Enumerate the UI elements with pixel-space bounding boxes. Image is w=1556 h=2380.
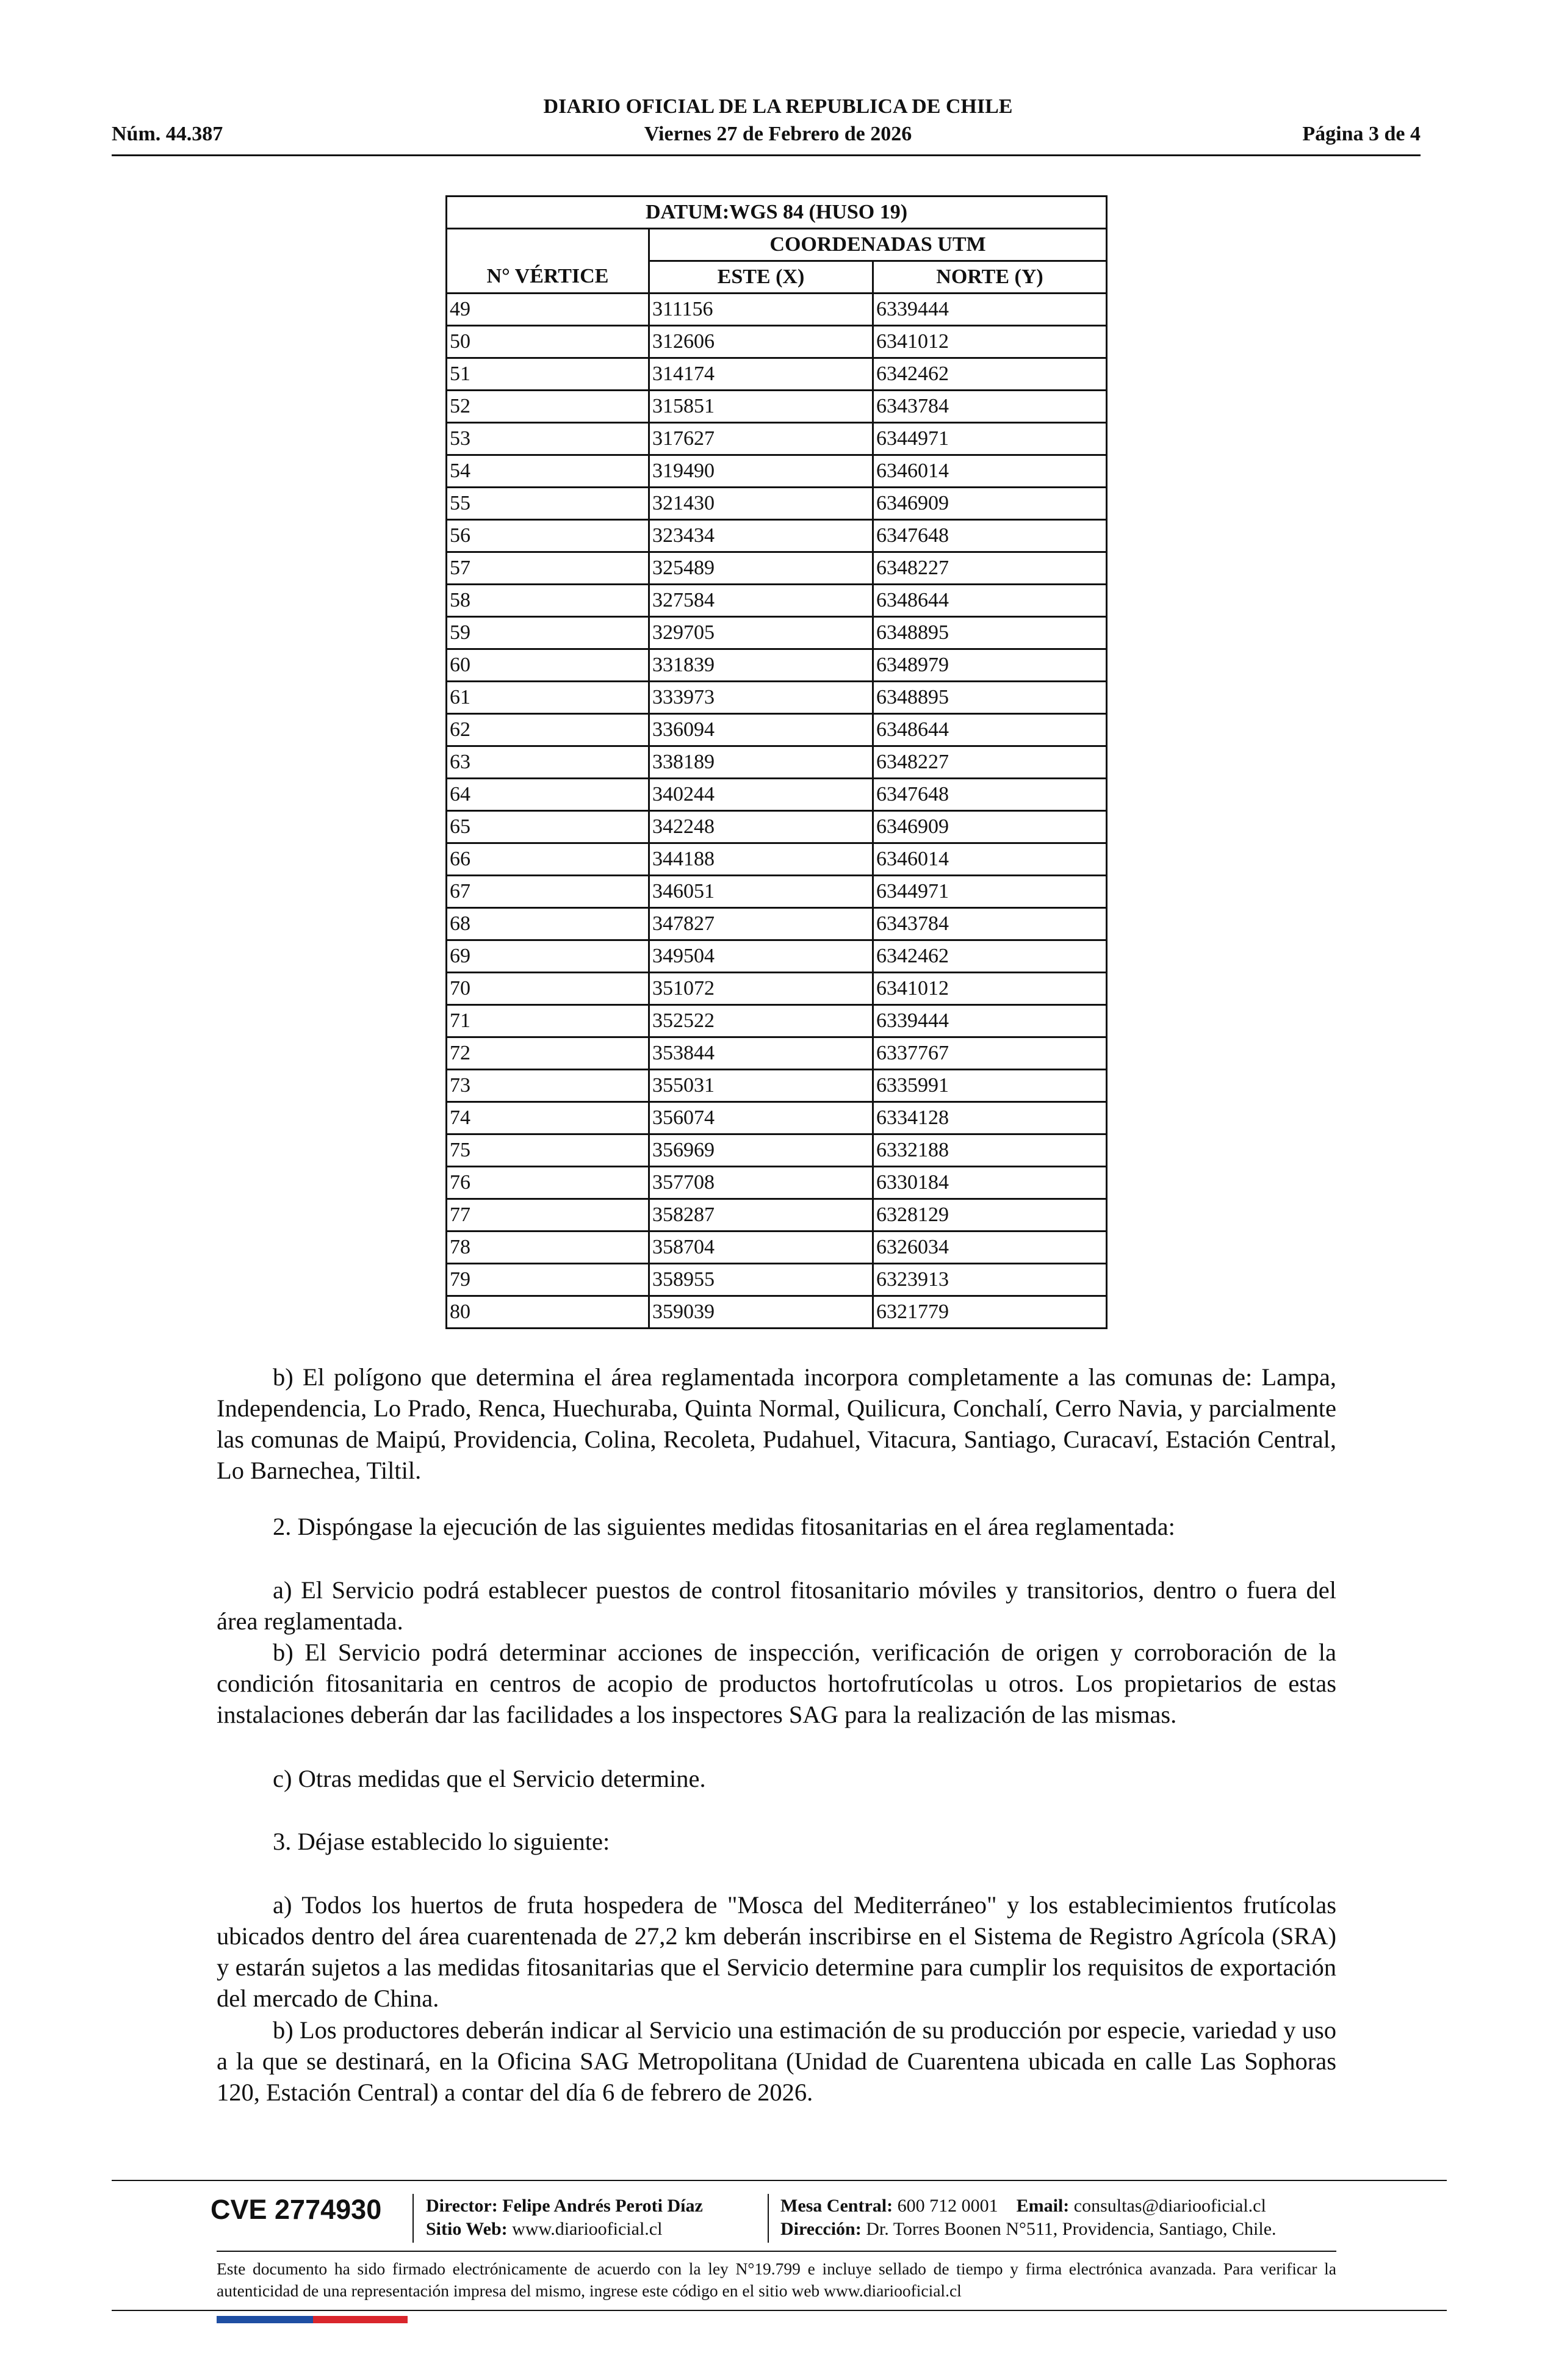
east-cell: 317627: [649, 423, 873, 455]
director-label: Director:: [426, 2196, 498, 2216]
east-cell: 347827: [649, 908, 873, 940]
vertex-cell: 67: [447, 876, 649, 908]
table-row: [447, 779, 1107, 811]
table-row: [447, 1037, 1107, 1070]
north-cell: 6330184: [873, 1167, 1107, 1199]
paragraph-3a: a) Todos los huertos de fruta hospedera de "Mosca del Mediterráneo" y los establecimientos frutícolas ubicados dentro del área cuarentenada de 27,2 km deberán inscribirse en el Sistema de Registro Agrícola (SRA) y estarán sujetos a las medidas fitosanitarias que el Servicio determine para cumplir los requisitos de exportación del mercado de China.: [217, 1891, 1336, 2012]
north-cell: 6326034: [873, 1231, 1107, 1264]
paragraph-2b: b) El Servicio podrá determinar acciones de inspección, verificación de origen y corroboración de la condición fitosanitaria en centros de acopio de productos hortofrutícolas u otros. Los propietarios de estas instalaciones deberán dar las facilidades a los inspectores SAG para la realización de las mismas.: [217, 1639, 1336, 1728]
east-cell: 319490: [649, 455, 873, 488]
north-cell: 6348979: [873, 649, 1107, 682]
vertex-cell: 52: [447, 391, 649, 423]
footer-separator: [412, 2194, 414, 2243]
vertex-cell: 69: [447, 940, 649, 973]
table-row: [447, 908, 1107, 940]
address-value: Dr. Torres Boonen N°511, Providencia, Santiago, Chile.: [866, 2219, 1277, 2239]
table-row: [447, 326, 1107, 358]
paragraph-3-heading: 3. Déjase establecido lo siguiente:: [273, 1828, 610, 1855]
table-body: [447, 294, 1107, 1329]
east-cell: 358955: [649, 1264, 873, 1296]
north-cell: 6348644: [873, 585, 1107, 617]
east-cell: 336094: [649, 714, 873, 746]
table-empty-cell: [447, 229, 649, 261]
table-row: [447, 682, 1107, 714]
footer-separator: [768, 2194, 769, 2243]
mesa-label: Mesa Central:: [780, 2196, 893, 2216]
vertex-cell: 49: [447, 294, 649, 326]
website-link[interactable]: www.diariooficial.cl: [512, 2219, 663, 2239]
vertex-cell: 77: [447, 1199, 649, 1231]
table-group-row: [447, 229, 1107, 261]
north-cell: 6343784: [873, 391, 1107, 423]
east-cell: 352522: [649, 1005, 873, 1037]
north-cell: 6347648: [873, 779, 1107, 811]
page-indicator: Página 3 de 4: [1302, 123, 1421, 145]
vertex-cell: 75: [447, 1134, 649, 1167]
north-cell: 6334128: [873, 1102, 1107, 1134]
north-cell: 6321779: [873, 1296, 1107, 1329]
footer-address: [780, 2218, 1277, 2241]
paragraph-2-heading: 2. Dispóngase la ejecución de las siguientes medidas fitosanitarias en el área reglamentada:: [273, 1513, 1175, 1540]
flag-stripe-red: [313, 2316, 408, 2323]
table-row: [447, 423, 1107, 455]
east-cell: 344188: [649, 843, 873, 876]
table-row: [447, 1296, 1107, 1329]
vertex-cell: 64: [447, 779, 649, 811]
vertex-cell: 59: [447, 617, 649, 649]
vertex-cell: 78: [447, 1231, 649, 1264]
vertex-cell: 50: [447, 326, 649, 358]
column-header-east: ESTE (X): [649, 261, 873, 294]
east-cell: 312606: [649, 326, 873, 358]
north-cell: 6323913: [873, 1264, 1107, 1296]
footer-contact: [780, 2194, 1266, 2218]
east-cell: 323434: [649, 520, 873, 552]
north-cell: 6337767: [873, 1037, 1107, 1070]
table-row: [447, 714, 1107, 746]
paragraph-2c: c) Otras medidas que el Servicio determine.: [273, 1765, 706, 1792]
north-cell: 6342462: [873, 940, 1107, 973]
footer-divider-middle: [217, 2251, 1336, 2252]
table-row: [447, 1199, 1107, 1231]
north-cell: 6341012: [873, 973, 1107, 1005]
vertex-cell: 61: [447, 682, 649, 714]
vertex-cell: 57: [447, 552, 649, 585]
address-label: Dirección:: [780, 2219, 862, 2239]
vertex-cell: 56: [447, 520, 649, 552]
east-cell: 329705: [649, 617, 873, 649]
east-cell: 356074: [649, 1102, 873, 1134]
table-group-header: COORDENADAS UTM: [649, 229, 1107, 261]
paragraph-polygon: b) El polígono que determina el área reglamentada incorpora completamente a las comunas de: Lampa, Independencia, Lo Prado, Renca, Huechuraba, Quinta Normal, Quilicura, Conchalí, Cerro Navia, y parcialmente las comunas de Maipú, Providencia, Colina, Recoleta, Pudahuel, Vitacura, Santiago, Curacaví, Estación Central, Lo Barnechea, Tiltil.: [217, 1363, 1336, 1484]
footer-website: [426, 2218, 662, 2241]
table-row: [447, 811, 1107, 843]
table-row: [447, 649, 1107, 682]
table-row: [447, 294, 1107, 326]
vertex-cell: 55: [447, 488, 649, 520]
table-row: [447, 617, 1107, 649]
vertex-cell: 79: [447, 1264, 649, 1296]
vertex-cell: 68: [447, 908, 649, 940]
east-cell: 353844: [649, 1037, 873, 1070]
table-row: [447, 520, 1107, 552]
table-row: [447, 1070, 1107, 1102]
north-cell: 6343784: [873, 908, 1107, 940]
vertex-cell: 71: [447, 1005, 649, 1037]
newspaper-title: DIARIO OFICIAL DE LA REPUBLICA DE CHILE: [543, 95, 1013, 118]
table-row: [447, 391, 1107, 423]
table-row: [447, 358, 1107, 391]
issue-date: Viernes 27 de Febrero de 2026: [644, 123, 912, 145]
vertex-cell: 72: [447, 1037, 649, 1070]
table-header-row: [447, 261, 1107, 294]
north-cell: 6348227: [873, 746, 1107, 779]
vertex-cell: 76: [447, 1167, 649, 1199]
footer-director: [426, 2194, 703, 2218]
table-row: [447, 585, 1107, 617]
east-cell: 311156: [649, 294, 873, 326]
vertex-cell: 65: [447, 811, 649, 843]
east-cell: 357708: [649, 1167, 873, 1199]
east-cell: 331839: [649, 649, 873, 682]
north-cell: 6346909: [873, 488, 1107, 520]
table-row: [447, 1264, 1107, 1296]
east-cell: 355031: [649, 1070, 873, 1102]
north-cell: 6346014: [873, 843, 1107, 876]
east-cell: 342248: [649, 811, 873, 843]
paragraph-2a: a) El Servicio podrá establecer puestos de control fitosanitario móviles y transitorios, dentro o fuera del área reglamentada.: [217, 1576, 1336, 1635]
north-cell: 6339444: [873, 294, 1107, 326]
north-cell: 6346014: [873, 455, 1107, 488]
east-cell: 321430: [649, 488, 873, 520]
email-link[interactable]: consultas@diariooficial.cl: [1073, 2196, 1266, 2216]
legal-notice: Este documento ha sido firmado electrónicamente de acuerdo con la ley N°19.799 e incluye sellado de tiempo y firma electrónica avanzada. Para verificar la autenticidad de una representación impresa del mismo, ingrese este código en el sitio web www.diariooficial.cl: [217, 2259, 1336, 2300]
east-cell: 325489: [649, 552, 873, 585]
north-cell: 6346909: [873, 811, 1107, 843]
vertex-cell: 80: [447, 1296, 649, 1329]
north-cell: 6347648: [873, 520, 1107, 552]
table-row: [447, 1102, 1107, 1134]
vertex-cell: 73: [447, 1070, 649, 1102]
east-cell: 346051: [649, 876, 873, 908]
director-name: Felipe Andrés Peroti Díaz: [502, 2196, 703, 2216]
north-cell: 6342462: [873, 358, 1107, 391]
east-cell: 349504: [649, 940, 873, 973]
table-datum-row: [447, 197, 1107, 229]
north-cell: 6339444: [873, 1005, 1107, 1037]
vertex-cell: 58: [447, 585, 649, 617]
mesa-phone: 600 712 0001: [897, 2196, 998, 2216]
column-header-north: NORTE (Y): [873, 261, 1107, 294]
north-cell: 6344971: [873, 876, 1107, 908]
vertex-cell: 51: [447, 358, 649, 391]
issue-number: Núm. 44.387: [112, 123, 223, 145]
table-row: [447, 973, 1107, 1005]
coordinates-table: [445, 195, 1108, 1329]
table-row: [447, 843, 1107, 876]
vertex-cell: 53: [447, 423, 649, 455]
north-cell: 6348895: [873, 617, 1107, 649]
footer-divider-bottom: [112, 2310, 1447, 2311]
table-row: [447, 940, 1107, 973]
east-cell: 333973: [649, 682, 873, 714]
header-divider: [112, 154, 1421, 156]
column-header-vertex: N° VÉRTICE: [447, 261, 649, 294]
table-row: [447, 488, 1107, 520]
vertex-cell: 74: [447, 1102, 649, 1134]
vertex-cell: 66: [447, 843, 649, 876]
vertex-cell: 54: [447, 455, 649, 488]
east-cell: 351072: [649, 973, 873, 1005]
east-cell: 314174: [649, 358, 873, 391]
vertex-cell: 62: [447, 714, 649, 746]
website-label: Sitio Web:: [426, 2219, 508, 2239]
north-cell: 6328129: [873, 1199, 1107, 1231]
north-cell: 6332188: [873, 1134, 1107, 1167]
vertex-cell: 70: [447, 973, 649, 1005]
table-row: [447, 1134, 1107, 1167]
east-cell: 358704: [649, 1231, 873, 1264]
north-cell: 6344971: [873, 423, 1107, 455]
footer-divider-top: [112, 2180, 1447, 2181]
table-datum: DATUM:WGS 84 (HUSO 19): [447, 197, 1107, 229]
north-cell: 6341012: [873, 326, 1107, 358]
email-label: Email:: [1016, 2196, 1070, 2216]
north-cell: 6348644: [873, 714, 1107, 746]
table-row: [447, 455, 1107, 488]
east-cell: 356969: [649, 1134, 873, 1167]
vertex-cell: 60: [447, 649, 649, 682]
paragraph-3b: b) Los productores deberán indicar al Servicio una estimación de su producción por especie, variedad y uso a la que se destinará, en la Oficina SAG Metropolitana (Unidad de Cuarentena ubicada en calle Las Sophoras 120, Estación Central) a contar del día 6 de febrero de 2026.: [217, 2016, 1336, 2106]
east-cell: 338189: [649, 746, 873, 779]
east-cell: 359039: [649, 1296, 873, 1329]
east-cell: 358287: [649, 1199, 873, 1231]
north-cell: 6335991: [873, 1070, 1107, 1102]
table-row: [447, 1005, 1107, 1037]
east-cell: 315851: [649, 391, 873, 423]
table-row: [447, 746, 1107, 779]
north-cell: 6348895: [873, 682, 1107, 714]
north-cell: 6348227: [873, 552, 1107, 585]
flag-stripe-blue: [217, 2316, 313, 2323]
vertex-cell: 63: [447, 746, 649, 779]
east-cell: 327584: [649, 585, 873, 617]
table-row: [447, 876, 1107, 908]
table-row: [447, 1231, 1107, 1264]
table-row: [447, 1167, 1107, 1199]
cve-code: CVE 2774930: [211, 2194, 382, 2225]
east-cell: 340244: [649, 779, 873, 811]
table-row: [447, 552, 1107, 585]
